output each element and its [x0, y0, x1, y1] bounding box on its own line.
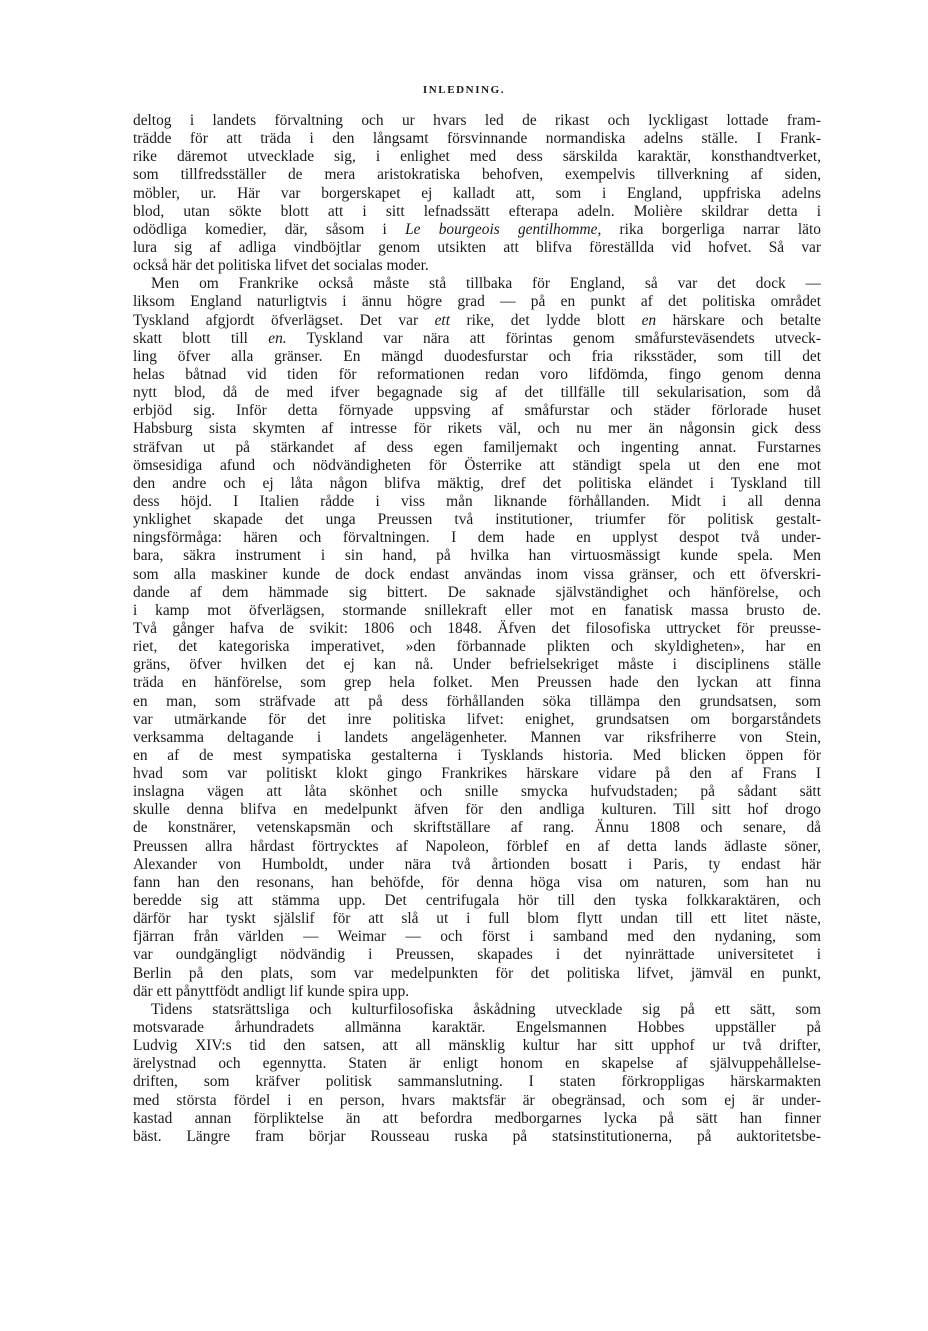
text-line: inslagna vägen att låta skönhet och snille smycka hufvudstaden; på sådant sätt [133, 783, 821, 801]
text-line: var utmärkande för det inre politiska lifvet: enighet, grundsatsen om borgarståndets [133, 710, 821, 728]
text-line: Alexander von Humboldt, under nära två årtionden bosatt i Paris, ty endast här [133, 855, 821, 873]
text-line: bara, säkra instrument i sin hand, på hvilka han virtuosmässigt kunde spela. Men [133, 547, 821, 565]
text-line: liksom England naturligtvis i ännu högre grad — på en punkt af det politiska området [133, 293, 821, 311]
text-line: därför har tyskt själslif för att slå ut i full blom flytt undan till ett litet näste, [133, 910, 821, 928]
text-line: var oundgängligt nödvändig i Preussen, skapades i det nyinrättade universitetet i [133, 946, 821, 964]
text-line: motsvarade århundradets allmänna karaktär. Engelsmannen Hobbes uppställer på [133, 1019, 821, 1037]
text-line: erbjöd sig. Inför detta förnyade uppsving af småfurstar och städer förlorade huset [133, 402, 821, 420]
text-line: dande af dem hämmade sig bittert. De saknade självständighet och hänförelse, och [133, 583, 821, 601]
text-line: ningsförmåga: hären och förvaltningen. I dem hade en upplyst despot två under- [133, 529, 821, 547]
text-line: riet, det kategoriska imperativet, »den förbannade plikten och skyldigheten», har en [133, 638, 821, 656]
text-line: fann han den resonans, han behöfde, för denna höga visa om naturen, som han nu [133, 873, 821, 891]
text-line: odödliga komedier, där, såsom i Le bourgeois gentilhomme, rika borgerliga narrar läto [133, 220, 821, 238]
text-line: skulle denna blifva en medelpunkt äfven för den andliga kulturen. Till sitt hof drogo [133, 801, 821, 819]
running-head: INLEDNING. [422, 84, 506, 96]
text-line: skatt blott till en. Tyskland var nära att förintas genom småfursteväsendets utveck- [133, 329, 821, 347]
text-line: där ett pånyttfödt andligt lif kunde spira upp. [133, 982, 410, 1000]
text-line: blod, utan sökte blott att i sitt lefnadssätt efterapa adeln. Molière skildrar detta i [133, 202, 821, 220]
text-line: driften, som kräfver politisk sammanslutning. I staten förkroppligas härskarmakten [133, 1073, 821, 1091]
text-line: Ludvig XIV:s tid den satsen, att all mänsklig kultur har sitt upphof ur två drifter, [133, 1037, 821, 1055]
text-line: den andre och ej låta någon blifva mäktig, dref det politiska eländet i Tyskland till [133, 474, 821, 492]
text-line: Men om Frankrike också måste stå tillbaka för England, så var det dock — [151, 275, 821, 293]
text-line: deltog i landets förvaltning och ur hvars led de rikast och lyckligast lottade fram- [133, 112, 821, 129]
text-line: trädde för att träda i den långsamt försvinnande normandiska adelns ställe. I Frank- [133, 130, 821, 148]
text-line: träda en hänförelse, som grep hela folket. Men Preussen hade den lyckan att finna [133, 674, 821, 692]
text-line: beredde sig att stämma upp. Det centrifugala hör till den tyska folkkaraktären, och [133, 892, 821, 910]
text-line: som tillfredsställer de mera aristokratiska behofven, exempelvis tillverkning af siden, [133, 166, 821, 184]
text-line: helas båtnad vid tiden för reformationen redan voro lifdömda, fingo genom denna [133, 365, 821, 383]
text-line: ynklighet skapade det unga Preussen två institutioner, triumfer för politisk gestalt- [133, 511, 821, 529]
text-line: med största fördel i en person, hvars maktsfär är obegränsad, och som ej är under- [133, 1091, 821, 1109]
text-line: de konstnärer, vetenskapsmän och skriftställare af rang. Ännu 1808 och senare, då [133, 819, 821, 837]
text-line: bäst. Längre fram börjar Rousseau ruska på statsinstitutionerna, på auktoritetsbe- [133, 1127, 821, 1145]
text-line: kastad annan förpliktelse än att befordra medborgarnes lycka på sätt han finner [133, 1109, 821, 1127]
text-line: gräns, öfver hvilken det ej kan nå. Under befrielsekriget måste i disciplinens ställe [133, 656, 821, 674]
text-line: hvad som var politiskt klokt gingo Frankrikes härskare vidare på den af Frans I [133, 765, 821, 783]
text-line: sträfvan ut på stärkandet af dess egen familjemakt och ingenting annat. Furstarnes [133, 438, 821, 456]
text-line: Tyskland afgjordt öfverlägset. Det var ett rike, det lydde blott en härskare och betalte [133, 311, 821, 329]
text-line: en man, som sträfvade att på dess förhållanden söka tillämpa den grundsatsen, som [133, 692, 821, 710]
body-text [133, 112, 821, 1146]
text-line: också här det politiska lifvet det socialas moder. [133, 257, 429, 275]
text-line: rike däremot utvecklade sig, i enlighet med dess särskilda karaktär, konsthandtverket, [133, 148, 821, 166]
text-line: Två gånger hafva de svikit: 1806 och 1848. Äfven det filosofiska uttrycket för preusse- [133, 619, 821, 637]
text-line: ömsesidiga afund och nödvändigheten för Österrike att ständigt spela ut den ene mot [133, 456, 821, 474]
text-line: nytt blod, då de med ifver begagnade sig af det tillfälle till sekularisation, som då [133, 384, 821, 402]
text-line: Tidens statsrättsliga och kulturfilosofiska åskådning utvecklade sig på ett sätt, som [151, 1000, 821, 1018]
text-line: Preussen allra hårdast förtrycktes af Napoleon, förblef en af detta lands ädlaste söner, [133, 837, 821, 855]
text-line: ling öfver alla gränser. En mängd duodesfurstar och fria riksstäder, som till det [133, 347, 821, 365]
text-line: lura sig af adliga vindböjtlar genom utsikten att blifva föreställda vid hofvet. Så var [133, 238, 821, 256]
text-line: som alla maskiner kunde de dock endast användas inom vissa gränser, och ett öfverskri- [133, 565, 821, 583]
text-line: fjärran från världen — Weimar — och först i samband med den nydaning, som [133, 928, 821, 946]
text-line: Habsburg sista skymten af intresse för rikets väl, och nu mer än någonsin gick dess [133, 420, 821, 438]
text-line: i kamp mot öfverlägsen, stormande snillekraft eller mot en fanatisk massa brusto de. [133, 601, 821, 619]
text-line: verksamma deltagande i landets angelägenheter. Mannen var riksfriherre von Stein, [133, 728, 821, 746]
text-line: en af de mest sympatiska gestalterna i Tysklands historia. Med blicken öppen för [133, 746, 821, 764]
text-line: möbler, ur. Här var borgerskapet ej kalladt att, som i England, uppfriska adelns [133, 184, 821, 202]
text-line: dess höjd. I Italien rådde i viss mån liknande förhållanden. Midt i all denna [133, 492, 821, 510]
text-line: Berlin på den plats, som var medelpunkten för det politiska lifvet, jämväl en punkt, [133, 964, 821, 982]
text-line: ärelystnad och egennytta. Staten är enligt honom en skapelse af självuppehållelse- [133, 1055, 821, 1073]
